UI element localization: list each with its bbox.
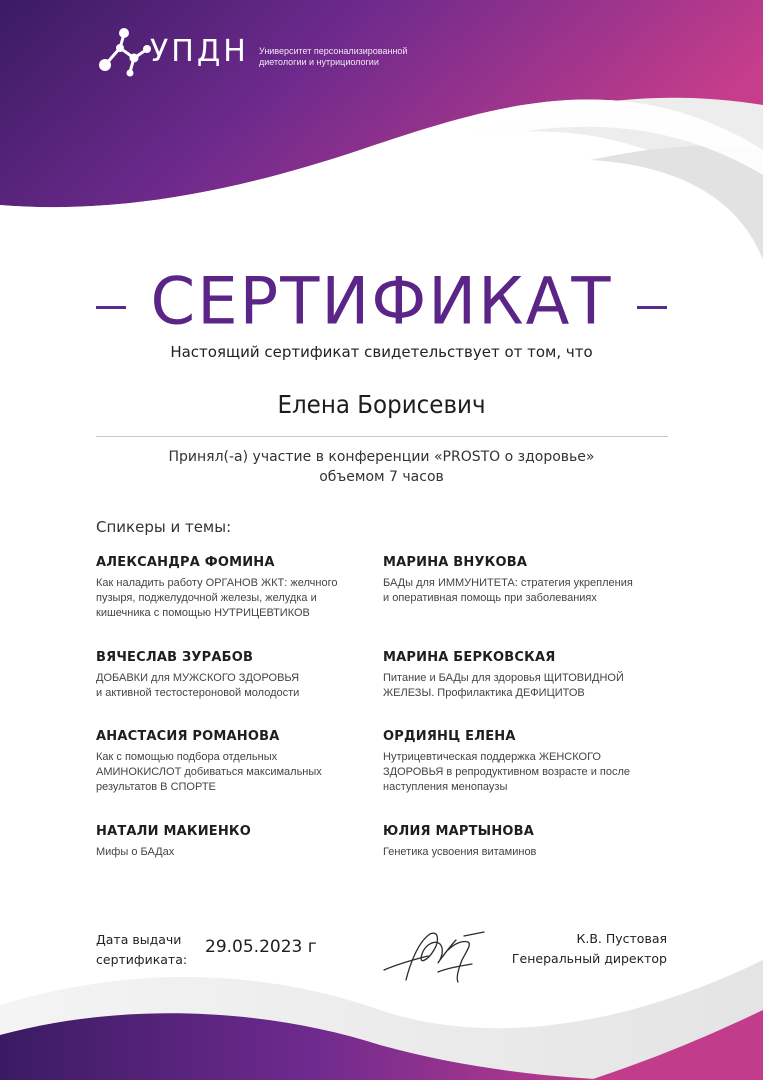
issue-date-label (96, 930, 187, 970)
molecule-logo-icon (96, 24, 156, 80)
speaker-topic-line: кишечника с помощью НУТРИЦЕВТИКОВ (96, 607, 310, 619)
speaker-name: НАТАЛИ МАКИЕНКО (96, 824, 252, 839)
speaker-topic-line: и оперативная помощь при заболеваниях (383, 592, 597, 604)
speaker-topic-line: АМИНОКИСЛОТ добиваться максимальных (96, 766, 322, 778)
brand-logotype: УПДН (150, 34, 249, 69)
participation-line2: объемом 7 часов (319, 469, 444, 485)
speaker-block (96, 824, 376, 860)
brand-subtitle-line1: Университет персонализированной (259, 46, 408, 56)
speaker-block (96, 555, 376, 621)
speaker-topic-line: наступления менопаузы (383, 781, 508, 793)
speaker-block (383, 824, 663, 860)
speaker-topic-line: Как наладить работу ОРГАНОВ ЖКТ: желчного (96, 577, 338, 589)
signature-image (378, 920, 490, 986)
speaker-topic (383, 750, 663, 795)
speaker-block (383, 729, 663, 795)
issue-date-value: 29.05.2023 г (205, 937, 317, 957)
signer-title: Генеральный директор (511, 951, 667, 966)
speaker-name: АЛЕКСАНДРА ФОМИНА (96, 555, 275, 570)
speaker-topic-line: Нутрицевтическая поддержка ЖЕНСКОГО (383, 751, 601, 763)
speaker-topic-line: результатов В СПОРТЕ (96, 781, 216, 793)
divider (96, 436, 668, 437)
speaker-topic-line: Питание и БАДы для здоровья ЩИТОВИДНОЙ (383, 672, 624, 684)
issue-date-label-line1: Дата выдачи (96, 932, 182, 947)
speaker-topic-line: Мифы о БАДах (96, 846, 175, 858)
speaker-topic (96, 671, 376, 701)
speaker-name: ЮЛИЯ МАРТЫНОВА (383, 824, 535, 839)
speaker-block (383, 555, 663, 606)
participation-text (60, 447, 703, 487)
speaker-name: МАРИНА БЕРКОВСКАЯ (383, 650, 556, 665)
speaker-name: ОРДИЯНЦ ЕЛЕНА (383, 729, 516, 744)
title-row (92, 262, 671, 342)
speaker-name: МАРИНА ВНУКОВА (383, 555, 528, 570)
speaker-topic (96, 576, 376, 621)
certificate-title: СЕРТИФИКАТ (150, 264, 613, 340)
speaker-topic-line: ДОБАВКИ для МУЖСКОГО ЗДОРОВЬЯ (96, 672, 300, 684)
speaker-topic (96, 845, 376, 860)
signer-name: К.В. Пустовая (576, 931, 667, 946)
speaker-topic-line: БАДы для ИММУНИТЕТА: стратегия укрепления (383, 577, 633, 589)
speaker-topic-line: Как с помощью подбора отдельных (96, 751, 278, 763)
speaker-topic (383, 576, 663, 606)
speaker-name: АНАСТАСИЯ РОМАНОВА (96, 729, 280, 744)
speaker-block (96, 650, 376, 701)
participation-line1: Принял(-а) участие в конференции «PROSTO о здоровье» (168, 449, 595, 465)
speaker-topic-line: ЖЕЛЕЗЫ. Профилактика ДЕФИЦИТОВ (383, 687, 585, 699)
speaker-topic-line: и активной тестостероновой молодости (96, 687, 300, 699)
speaker-name: ВЯЧЕСЛАВ ЗУРАБОВ (96, 650, 254, 665)
speaker-topic-line: Генетика усвоения витаминов (383, 846, 537, 858)
speaker-topic-line: пузыря, поджелудочной железы, желудка и (96, 592, 317, 604)
brand-subtitle-line2: диетологии и нутрициологии (259, 57, 379, 67)
recipient-name: Елена Борисевич (277, 390, 486, 419)
speaker-topic-line: ЗДОРОВЬЯ в репродуктивном возрасте и после (383, 766, 631, 778)
speakers-heading: Спикеры и темы: (96, 518, 232, 536)
title-dash-right (637, 306, 667, 309)
speaker-topic (383, 671, 663, 701)
speaker-topic (383, 845, 663, 860)
signer-block (512, 929, 667, 969)
issue-date-label-line2: сертификата: (96, 952, 188, 967)
speaker-block (383, 650, 663, 701)
speaker-block (96, 729, 376, 795)
speaker-topic (96, 750, 376, 795)
brand-subtitle (259, 46, 459, 68)
certificate-subtitle: Настоящий сертификат свидетельствует от том, что (170, 343, 593, 361)
